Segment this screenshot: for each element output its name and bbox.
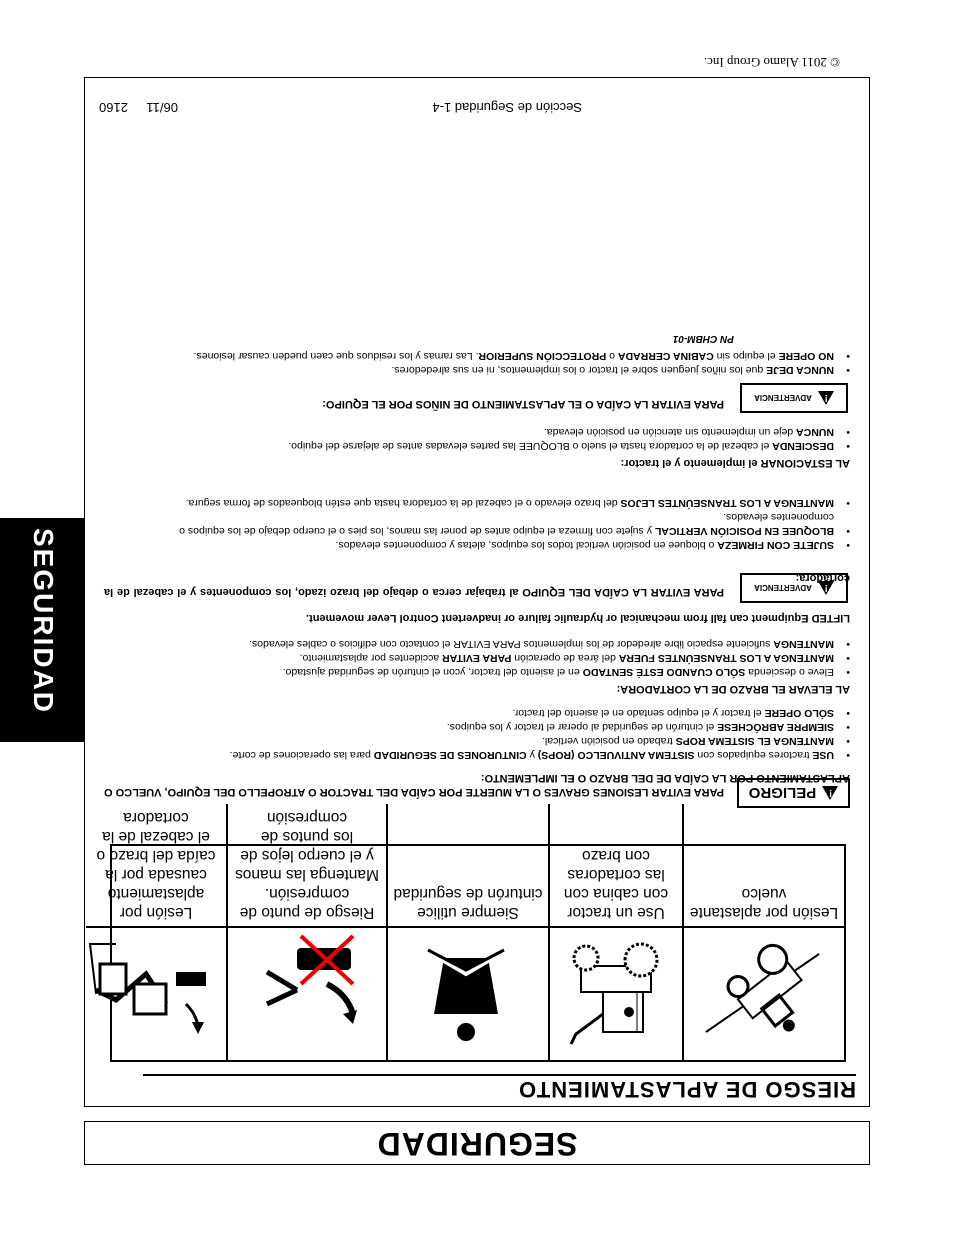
- list-item: • NUNCA deje un implemento sin atención en posición elevada.: [120, 425, 850, 439]
- part-number: PN CHBM-01: [672, 333, 734, 344]
- footer-date: 06/11: [146, 100, 178, 115]
- side-tab-label: SEGURIDAD: [28, 528, 59, 715]
- raise-bullets: [120, 637, 850, 679]
- park-heading: AL ESTACIONAR el implemento y el tractor:: [620, 457, 850, 469]
- boom-fall-icon: [86, 926, 226, 1060]
- rollover-icon: [682, 926, 844, 1060]
- list-item: • MANTENGA EL SISTEMA ROPS trabado en posición vertical.: [120, 734, 850, 748]
- danger-tag-label: PELIGRO: [748, 784, 817, 802]
- list-item: • Eleve o descienda SÓLO CUANDO ESTÉ SENTADO en el asiento del tractor, ycon el cinturón de seguridad ajustado.: [120, 665, 850, 679]
- danger-heading: PARA EVITAR LESIONES GRAVES O LA MUERTE POR CAÍDA DEL TRACTOR O ATROPELLO DEL EQUIPO, VUELCO O APLASTAMIENTO POR LA CAÍDA DE DEL BRAZO O EL IMPLEMENTO:: [104, 772, 850, 798]
- fall-bullets: [120, 496, 850, 552]
- list-item: • MANTENGA A LOS TRANSEÚNTES LEJOS del brazo elevado o el cabezal de la cortadora hasta que estén bloqueados de forma segura.: [120, 496, 850, 510]
- list-item: • BLOQUEE EN POSICIÓN VERTICAL y sujete con firmeza el equipo antes de poner las manos, los pies o el cuerpo debajo de los equipos o componentes elevados.: [120, 510, 850, 538]
- list-item: • MANTENGA A LOS TRANSEÚNTES FUERA del área de operación PARA EVITAR accidentes por aplastamiento.: [120, 651, 850, 665]
- warning-heading-children: PARA EVITAR LA CAÍDA O EL APLASTAMIENTO DE NIÑOS POR EL EQUIPO:: [322, 398, 724, 410]
- hazard-rollover-text: Lesión por aplastante vuelco: [682, 804, 844, 926]
- side-section-tab: [0, 518, 84, 742]
- list-item: • SUJETE CON FIRMEZA o bloquee en posición vertical todos los equipos, aletas y componentes elevados.: [120, 538, 850, 552]
- hazard-pinch-text: Riesgo de punto de compresión. Mantenga las manos y el cuerpo lejos de los puntos de compresión: [226, 804, 386, 926]
- title-rule: [143, 1074, 856, 1076]
- section-title: RIESGO DE APLASTAMIENTO: [518, 1077, 856, 1102]
- tractor-cab-icon: [548, 926, 682, 1060]
- list-item: • NUNCA DEJE que los niños jueguen sobre el tractor o los implementos, ni en sus alrededores.: [120, 363, 850, 377]
- header-band-title: SEGURIDAD: [376, 1126, 578, 1162]
- children-bullets: [120, 349, 850, 377]
- lifted-warning: LIFTED Equipment can fall from mechanical or hydraulic failure or inadvertent Control Lever movement.: [305, 612, 850, 624]
- hazard-table: [96, 809, 846, 1062]
- danger-bullets: [120, 706, 850, 762]
- footer-page-label: Sección de Seguridad 1-4: [432, 100, 582, 115]
- warning-tag-label: ADVERTENCIA: [754, 583, 812, 593]
- warning-heading-fall: PARA EVITAR LA CAÍDA DEL EQUIPO al trabajar cerca o debajo del brazo izado, los componentes y el cabezal de la cortadora:: [104, 572, 850, 598]
- park-bullets: [120, 425, 850, 453]
- pinch-hand-icon: [226, 926, 386, 1060]
- list-item: • SÓLO OPERE el tractor y el equipo sentado en el asiento del tractor.: [120, 706, 850, 720]
- header-band: [84, 1121, 870, 1165]
- raise-heading: AL ELEVAR EL BRAZO DE LA CORTADORA:: [616, 683, 850, 695]
- list-item: • MANTENGA suficiente espacio libre alrededor de los implementos PARA EVITAR el contacto con edificios o cables elevados.: [120, 637, 850, 651]
- copyright-notice: © 2011 Alamo Group Inc.: [703, 55, 840, 70]
- list-item: • USE tractores equipados con SISTEMA ANTIVUELCO (ROPS) y CINTURONES DE SEGURIDAD para las operaciones de corte.: [120, 748, 850, 762]
- hazard-boom-text: Lesión por aplastamiento causada por la caída del brazo o el cabezal de la cortadora: [96, 809, 216, 921]
- seatbelt-icon: [386, 926, 548, 1060]
- hazard-seatbelt-text: Siempre utilice cinturón de seguridad: [386, 804, 548, 926]
- list-item: • NO OPERE el equipo sin CABINA CERRADA o PROTECCIÓN SUPERIOR. Las ramas y los residuos que caen pueden causar lesiones.: [120, 349, 850, 363]
- list-item: • DESCIENDA el cabezal de la cortadora hasta el suelo o BLOQUEE las partes elevadas antes de alejarse del equipo.: [120, 439, 850, 453]
- hazard-cab-text: Use un tractor con cabina con las cortadoras con brazo: [548, 804, 682, 926]
- list-item: • SIEMPRE ABRÓCHESE el cinturón de seguridad al operar el tractor y los equipos.: [120, 720, 850, 734]
- warning-tag-label: ADVERTENCIA: [754, 393, 812, 403]
- footer-model: 2160: [99, 100, 128, 115]
